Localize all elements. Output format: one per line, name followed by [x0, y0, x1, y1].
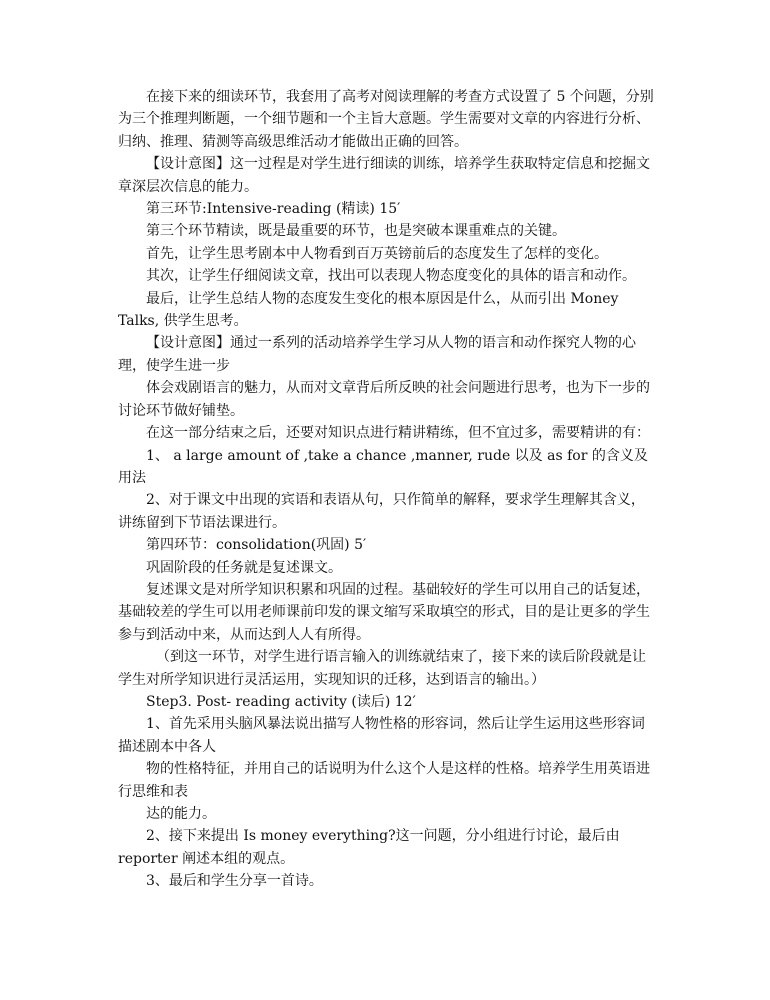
list-item: 3、最后和学生分享一首诗。 [146, 873, 323, 890]
list-item: 1、 a large amount of ,take a chance ,manner, rude 以及 as for 的含义及用法 [118, 447, 648, 486]
paragraph: 其次，让学生仔细阅读文章，找出可以表现人物态度变化的具体的语言和动作。 [146, 268, 636, 285]
paragraph: 复述课文是对所学知识积累和巩固的过程。基础较好的学生可以用自己的话复述，基础较差的学生可以用老师课前印发的课文缩写采取填空的形式，目的是让更多的学生参与到活动中来，从而达到人人有所得。 [118, 581, 650, 643]
paragraph: （到这一环节，对学生进行语言输入的训练就结束了，接下来的读后阶段就是让学生对所学知识进行灵活运用，实现知识的迁移，达到语言的输出。） [118, 649, 646, 688]
document-body [118, 86, 658, 893]
paragraph: 最后，让学生总结人物的态度发生变化的根本原因是什么，从而引出 Money Talks, 供学生思考。 [118, 290, 619, 330]
section-heading: 第四环节：consolidation(巩固) 5′ [146, 537, 367, 554]
list-item: 2、对于课文中出现的宾语和表语从句，只作简单的解释，要求学生理解其含义，讲练留到下节语法课进行。 [118, 492, 645, 531]
paragraph: 巩固阶段的任务就是复述课文。 [146, 559, 342, 576]
paragraph: 第三个环节精读，既是最重要的环节，也是突破本课重难点的关键。 [146, 223, 566, 240]
paragraph: 物的性格特征，并用自己的话说明为什么这个人是这样的性格。培养学生用英语进行思维和表 [118, 761, 650, 800]
list-item: 2、接下来提出 Is money everything?这一问题，分小组进行讨论，最后由 reporter 阐述本组的观点。 [118, 828, 620, 867]
paragraph: 达的能力。 [146, 806, 216, 822]
paragraph: 体会戏剧语言的魅力，从而对文章背后所反映的社会问题进行思考，也为下一步的讨论环节做好铺垫。 [118, 380, 650, 419]
paragraph: 在接下来的细读环节，我套用了高考对阅读理解的考查方式设置了 5 个问题，分别为三个推理判断题，一个细节题和一个主旨大意题。学生需要对文章的内容进行分析、归纳、推理、猜测等高级思维活动才能做出正确的回答。 [118, 89, 654, 150]
section-heading: 第三环节:Intensive-reading (精读) 15′ [146, 201, 401, 218]
section-heading: Step3. Post- reading activity (读后) 12′ [146, 693, 416, 710]
list-item: 1、首先采用头脑风暴法说出描写人物性格的形容词，然后让学生运用这些形容词描述剧本中各人 [118, 716, 645, 755]
paragraph: 在这一部分结束之后，还要对知识点进行精讲精练，但不宜过多，需要精讲的有： [146, 425, 650, 442]
paragraph: 首先，让学生思考剧本中人物看到百万英镑前后的态度发生了怎样的变化。 [146, 245, 608, 262]
paragraph: 【设计意图】这一过程是对学生进行细读的训练，培养学生获取特定信息和挖掘文章深层次信息的能力。 [118, 156, 650, 195]
paragraph: 【设计意图】通过一系列的活动培养学生学习从人物的语言和动作探究人物的心理，使学生进一步 [118, 335, 636, 374]
